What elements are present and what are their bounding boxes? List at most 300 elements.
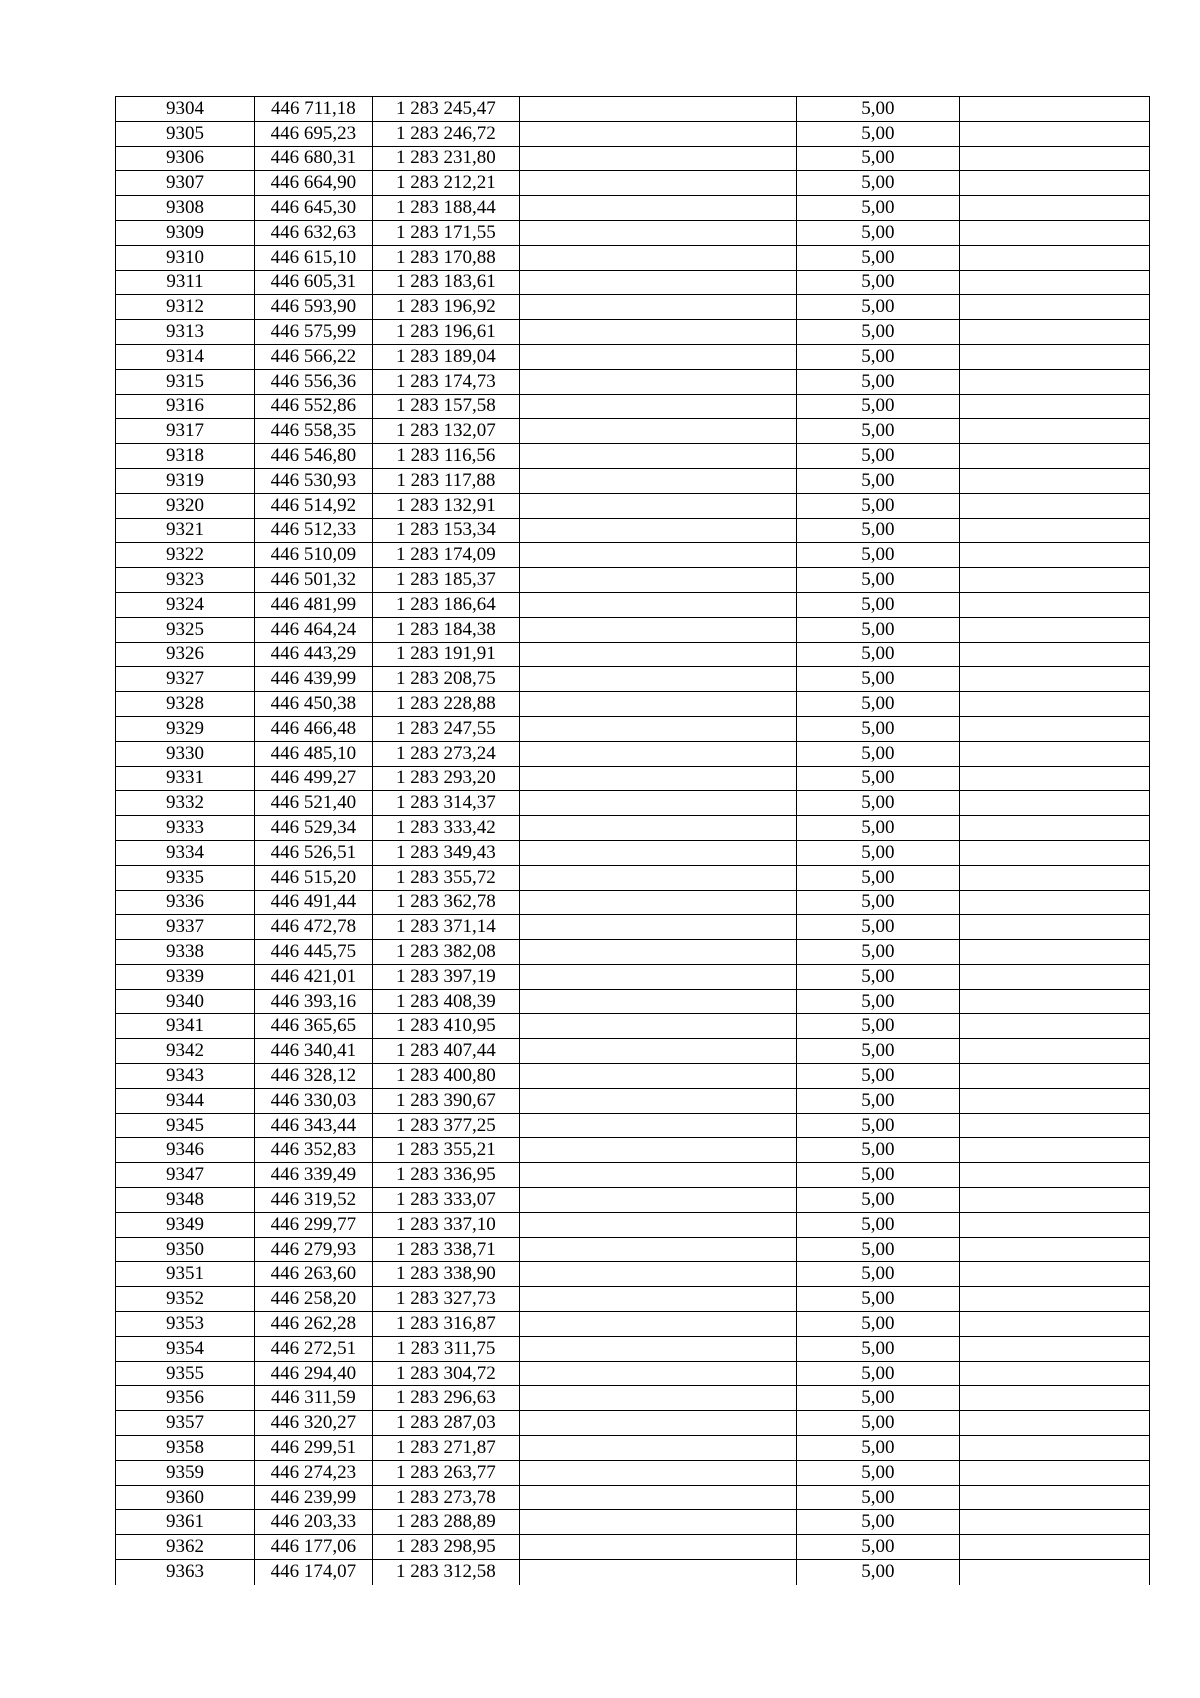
table-row [116, 766, 1150, 791]
y-coordinate-cell: 1 283 271,87 [372, 1436, 519, 1461]
value-cell: 5,00 [797, 617, 960, 642]
value-cell: 5,00 [797, 1287, 960, 1312]
x-coordinate-cell: 446 632,63 [255, 220, 373, 245]
empty-cell [959, 344, 1149, 369]
y-coordinate-cell: 1 283 196,92 [372, 295, 519, 320]
x-coordinate-cell: 446 485,10 [255, 741, 373, 766]
value-cell: 5,00 [797, 344, 960, 369]
empty-cell [519, 369, 796, 394]
value-cell: 5,00 [797, 196, 960, 221]
empty-cell [959, 1088, 1149, 1113]
y-coordinate-cell: 1 283 338,90 [372, 1262, 519, 1287]
x-coordinate-cell: 446 339,49 [255, 1163, 373, 1188]
empty-cell [959, 1262, 1149, 1287]
empty-cell [959, 1386, 1149, 1411]
x-coordinate-cell: 446 262,28 [255, 1312, 373, 1337]
value-cell: 5,00 [797, 940, 960, 965]
empty-cell [959, 642, 1149, 667]
y-coordinate-cell: 1 283 228,88 [372, 692, 519, 717]
empty-cell [519, 320, 796, 345]
empty-cell [959, 1287, 1149, 1312]
value-cell: 5,00 [797, 1312, 960, 1337]
y-coordinate-cell: 1 283 171,55 [372, 220, 519, 245]
y-coordinate-cell: 1 283 157,58 [372, 394, 519, 419]
point-number-cell: 9345 [116, 1113, 255, 1138]
table-row [116, 568, 1150, 593]
empty-cell [519, 146, 796, 171]
y-coordinate-cell: 1 283 263,77 [372, 1460, 519, 1485]
y-coordinate-cell: 1 283 186,64 [372, 592, 519, 617]
x-coordinate-cell: 446 615,10 [255, 245, 373, 270]
empty-cell [959, 692, 1149, 717]
value-cell: 5,00 [797, 1485, 960, 1510]
table-row [116, 816, 1150, 841]
empty-cell [519, 1510, 796, 1535]
point-number-cell: 9323 [116, 568, 255, 593]
empty-cell [519, 493, 796, 518]
x-coordinate-cell: 446 443,29 [255, 642, 373, 667]
y-coordinate-cell: 1 283 184,38 [372, 617, 519, 642]
y-coordinate-cell: 1 283 208,75 [372, 667, 519, 692]
value-cell: 5,00 [797, 642, 960, 667]
table-row [116, 493, 1150, 518]
empty-cell [959, 1237, 1149, 1262]
y-coordinate-cell: 1 283 377,25 [372, 1113, 519, 1138]
value-cell: 5,00 [797, 1113, 960, 1138]
x-coordinate-cell: 446 343,44 [255, 1113, 373, 1138]
table-row [116, 344, 1150, 369]
empty-cell [519, 419, 796, 444]
value-cell: 5,00 [797, 543, 960, 568]
empty-cell [959, 320, 1149, 345]
value-cell: 5,00 [797, 915, 960, 940]
value-cell: 5,00 [797, 419, 960, 444]
point-number-cell: 9322 [116, 543, 255, 568]
y-coordinate-cell: 1 283 296,63 [372, 1386, 519, 1411]
y-coordinate-cell: 1 283 333,42 [372, 816, 519, 841]
table-row [116, 940, 1150, 965]
value-cell: 5,00 [797, 1336, 960, 1361]
x-coordinate-cell: 446 711,18 [255, 97, 373, 122]
x-coordinate-cell: 446 546,80 [255, 444, 373, 469]
table-row [116, 890, 1150, 915]
x-coordinate-cell: 446 499,27 [255, 766, 373, 791]
empty-cell [959, 295, 1149, 320]
empty-cell [959, 121, 1149, 146]
value-cell: 5,00 [797, 1262, 960, 1287]
table-row [116, 1287, 1150, 1312]
value-cell: 5,00 [797, 1436, 960, 1461]
point-number-cell: 9343 [116, 1064, 255, 1089]
value-cell: 5,00 [797, 1088, 960, 1113]
value-cell: 5,00 [797, 295, 960, 320]
y-coordinate-cell: 1 283 132,91 [372, 493, 519, 518]
value-cell: 5,00 [797, 1460, 960, 1485]
table-row [116, 617, 1150, 642]
point-number-cell: 9329 [116, 716, 255, 741]
empty-cell [519, 692, 796, 717]
empty-cell [519, 97, 796, 122]
y-coordinate-cell: 1 283 247,55 [372, 716, 519, 741]
empty-cell [959, 1312, 1149, 1337]
x-coordinate-cell: 446 299,51 [255, 1436, 373, 1461]
y-coordinate-cell: 1 283 316,87 [372, 1312, 519, 1337]
table-row [116, 97, 1150, 122]
empty-cell [519, 1262, 796, 1287]
x-coordinate-cell: 446 393,16 [255, 989, 373, 1014]
empty-cell [519, 816, 796, 841]
y-coordinate-cell: 1 283 382,08 [372, 940, 519, 965]
x-coordinate-cell: 446 365,65 [255, 1014, 373, 1039]
point-number-cell: 9362 [116, 1535, 255, 1560]
x-coordinate-cell: 446 239,99 [255, 1485, 373, 1510]
y-coordinate-cell: 1 283 191,91 [372, 642, 519, 667]
table-row [116, 196, 1150, 221]
x-coordinate-cell: 446 530,93 [255, 468, 373, 493]
point-number-cell: 9350 [116, 1237, 255, 1262]
table-row [116, 1535, 1150, 1560]
y-coordinate-cell: 1 283 183,61 [372, 270, 519, 295]
empty-cell [959, 1212, 1149, 1237]
empty-cell [519, 1287, 796, 1312]
value-cell: 5,00 [797, 146, 960, 171]
empty-cell [959, 964, 1149, 989]
point-number-cell: 9331 [116, 766, 255, 791]
value-cell: 5,00 [797, 1163, 960, 1188]
empty-cell [519, 171, 796, 196]
x-coordinate-cell: 446 421,01 [255, 964, 373, 989]
empty-cell [959, 915, 1149, 940]
table-row [116, 1361, 1150, 1386]
point-number-cell: 9319 [116, 468, 255, 493]
empty-cell [959, 1138, 1149, 1163]
value-cell: 5,00 [797, 890, 960, 915]
point-number-cell: 9307 [116, 171, 255, 196]
y-coordinate-cell: 1 283 273,78 [372, 1485, 519, 1510]
value-cell: 5,00 [797, 1560, 960, 1585]
empty-cell [519, 890, 796, 915]
empty-cell [959, 196, 1149, 221]
empty-cell [959, 493, 1149, 518]
value-cell: 5,00 [797, 1535, 960, 1560]
table-row [116, 171, 1150, 196]
empty-cell [959, 468, 1149, 493]
value-cell: 5,00 [797, 865, 960, 890]
empty-cell [519, 1188, 796, 1213]
empty-cell [959, 543, 1149, 568]
table-row [116, 791, 1150, 816]
empty-cell [519, 295, 796, 320]
y-coordinate-cell: 1 283 287,03 [372, 1411, 519, 1436]
empty-cell [519, 1535, 796, 1560]
empty-cell [519, 1336, 796, 1361]
empty-cell [959, 592, 1149, 617]
x-coordinate-cell: 446 320,27 [255, 1411, 373, 1436]
empty-cell [519, 1485, 796, 1510]
point-number-cell: 9314 [116, 344, 255, 369]
empty-cell [959, 444, 1149, 469]
point-number-cell: 9359 [116, 1460, 255, 1485]
empty-cell [519, 1113, 796, 1138]
point-number-cell: 9346 [116, 1138, 255, 1163]
y-coordinate-cell: 1 283 407,44 [372, 1039, 519, 1064]
table-row [116, 667, 1150, 692]
table-row [116, 444, 1150, 469]
y-coordinate-cell: 1 283 293,20 [372, 766, 519, 791]
table-row [116, 1113, 1150, 1138]
y-coordinate-cell: 1 283 333,07 [372, 1188, 519, 1213]
coordinates-table-body [116, 97, 1150, 1585]
y-coordinate-cell: 1 283 408,39 [372, 989, 519, 1014]
empty-cell [519, 915, 796, 940]
x-coordinate-cell: 446 328,12 [255, 1064, 373, 1089]
empty-cell [519, 1411, 796, 1436]
empty-cell [519, 1436, 796, 1461]
point-number-cell: 9324 [116, 592, 255, 617]
table-row [116, 1485, 1150, 1510]
empty-cell [519, 1212, 796, 1237]
x-coordinate-cell: 446 556,36 [255, 369, 373, 394]
point-number-cell: 9304 [116, 97, 255, 122]
x-coordinate-cell: 446 645,30 [255, 196, 373, 221]
value-cell: 5,00 [797, 493, 960, 518]
empty-cell [959, 865, 1149, 890]
table-row [116, 1212, 1150, 1237]
value-cell: 5,00 [797, 1138, 960, 1163]
value-cell: 5,00 [797, 97, 960, 122]
empty-cell [959, 1485, 1149, 1510]
y-coordinate-cell: 1 283 349,43 [372, 840, 519, 865]
table-row [116, 295, 1150, 320]
empty-cell [519, 791, 796, 816]
empty-cell [519, 196, 796, 221]
y-coordinate-cell: 1 283 273,24 [372, 741, 519, 766]
empty-cell [519, 394, 796, 419]
y-coordinate-cell: 1 283 327,73 [372, 1287, 519, 1312]
x-coordinate-cell: 446 299,77 [255, 1212, 373, 1237]
point-number-cell: 9317 [116, 419, 255, 444]
empty-cell [959, 716, 1149, 741]
point-number-cell: 9351 [116, 1262, 255, 1287]
point-number-cell: 9341 [116, 1014, 255, 1039]
x-coordinate-cell: 446 695,23 [255, 121, 373, 146]
empty-cell [959, 1361, 1149, 1386]
y-coordinate-cell: 1 283 117,88 [372, 468, 519, 493]
table-row [116, 1088, 1150, 1113]
empty-cell [959, 890, 1149, 915]
value-cell: 5,00 [797, 568, 960, 593]
empty-cell [959, 1336, 1149, 1361]
empty-cell [519, 667, 796, 692]
x-coordinate-cell: 446 521,40 [255, 791, 373, 816]
empty-cell [519, 716, 796, 741]
empty-cell [959, 617, 1149, 642]
value-cell: 5,00 [797, 1411, 960, 1436]
empty-cell [519, 245, 796, 270]
point-number-cell: 9356 [116, 1386, 255, 1411]
table-row [116, 840, 1150, 865]
table-row [116, 1138, 1150, 1163]
value-cell: 5,00 [797, 989, 960, 1014]
empty-cell [519, 1014, 796, 1039]
point-number-cell: 9338 [116, 940, 255, 965]
y-coordinate-cell: 1 283 312,58 [372, 1560, 519, 1585]
table-row [116, 1014, 1150, 1039]
empty-cell [959, 766, 1149, 791]
table-row [116, 1510, 1150, 1535]
empty-cell [959, 220, 1149, 245]
empty-cell [519, 220, 796, 245]
empty-cell [519, 270, 796, 295]
y-coordinate-cell: 1 283 212,21 [372, 171, 519, 196]
table-row [116, 1411, 1150, 1436]
x-coordinate-cell: 446 330,03 [255, 1088, 373, 1113]
value-cell: 5,00 [797, 320, 960, 345]
point-number-cell: 9315 [116, 369, 255, 394]
x-coordinate-cell: 446 510,09 [255, 543, 373, 568]
y-coordinate-cell: 1 283 116,56 [372, 444, 519, 469]
empty-cell [519, 1088, 796, 1113]
empty-cell [959, 394, 1149, 419]
empty-cell [959, 1436, 1149, 1461]
point-number-cell: 9332 [116, 791, 255, 816]
y-coordinate-cell: 1 283 246,72 [372, 121, 519, 146]
empty-cell [959, 840, 1149, 865]
table-row [116, 964, 1150, 989]
empty-cell [959, 1411, 1149, 1436]
empty-cell [519, 1064, 796, 1089]
point-number-cell: 9318 [116, 444, 255, 469]
x-coordinate-cell: 446 664,90 [255, 171, 373, 196]
value-cell: 5,00 [797, 964, 960, 989]
point-number-cell: 9311 [116, 270, 255, 295]
empty-cell [959, 667, 1149, 692]
y-coordinate-cell: 1 283 174,73 [372, 369, 519, 394]
point-number-cell: 9334 [116, 840, 255, 865]
y-coordinate-cell: 1 283 245,47 [372, 97, 519, 122]
point-number-cell: 9316 [116, 394, 255, 419]
x-coordinate-cell: 446 558,35 [255, 419, 373, 444]
x-coordinate-cell: 446 529,34 [255, 816, 373, 841]
x-coordinate-cell: 446 274,23 [255, 1460, 373, 1485]
empty-cell [519, 840, 796, 865]
y-coordinate-cell: 1 283 337,10 [372, 1212, 519, 1237]
y-coordinate-cell: 1 283 362,78 [372, 890, 519, 915]
table-row [116, 1560, 1150, 1585]
empty-cell [519, 1361, 796, 1386]
x-coordinate-cell: 446 439,99 [255, 667, 373, 692]
x-coordinate-cell: 446 515,20 [255, 865, 373, 890]
y-coordinate-cell: 1 283 355,21 [372, 1138, 519, 1163]
point-number-cell: 9344 [116, 1088, 255, 1113]
value-cell: 5,00 [797, 1039, 960, 1064]
table-row [116, 468, 1150, 493]
empty-cell [959, 940, 1149, 965]
empty-cell [959, 1163, 1149, 1188]
y-coordinate-cell: 1 283 132,07 [372, 419, 519, 444]
empty-cell [519, 964, 796, 989]
table-row [116, 419, 1150, 444]
y-coordinate-cell: 1 283 336,95 [372, 1163, 519, 1188]
point-number-cell: 9352 [116, 1287, 255, 1312]
value-cell: 5,00 [797, 245, 960, 270]
y-coordinate-cell: 1 283 196,61 [372, 320, 519, 345]
x-coordinate-cell: 446 593,90 [255, 295, 373, 320]
empty-cell [959, 1039, 1149, 1064]
point-number-cell: 9355 [116, 1361, 255, 1386]
empty-cell [959, 171, 1149, 196]
value-cell: 5,00 [797, 121, 960, 146]
empty-cell [959, 245, 1149, 270]
empty-cell [959, 97, 1149, 122]
empty-cell [959, 989, 1149, 1014]
point-number-cell: 9354 [116, 1336, 255, 1361]
table-row [116, 1163, 1150, 1188]
value-cell: 5,00 [797, 1361, 960, 1386]
x-coordinate-cell: 446 512,33 [255, 518, 373, 543]
x-coordinate-cell: 446 526,51 [255, 840, 373, 865]
point-number-cell: 9349 [116, 1212, 255, 1237]
empty-cell [519, 1163, 796, 1188]
table-row [116, 1064, 1150, 1089]
point-number-cell: 9339 [116, 964, 255, 989]
table-row [116, 592, 1150, 617]
coordinates-table [115, 96, 1150, 1585]
empty-cell [519, 121, 796, 146]
value-cell: 5,00 [797, 270, 960, 295]
point-number-cell: 9340 [116, 989, 255, 1014]
empty-cell [959, 1535, 1149, 1560]
point-number-cell: 9321 [116, 518, 255, 543]
y-coordinate-cell: 1 283 170,88 [372, 245, 519, 270]
table-row [116, 146, 1150, 171]
x-coordinate-cell: 446 466,48 [255, 716, 373, 741]
value-cell: 5,00 [797, 1064, 960, 1089]
point-number-cell: 9309 [116, 220, 255, 245]
table-row [116, 1188, 1150, 1213]
point-number-cell: 9363 [116, 1560, 255, 1585]
empty-cell [519, 865, 796, 890]
table-row [116, 121, 1150, 146]
x-coordinate-cell: 446 263,60 [255, 1262, 373, 1287]
point-number-cell: 9328 [116, 692, 255, 717]
x-coordinate-cell: 446 472,78 [255, 915, 373, 940]
y-coordinate-cell: 1 283 288,89 [372, 1510, 519, 1535]
y-coordinate-cell: 1 283 188,44 [372, 196, 519, 221]
value-cell: 5,00 [797, 716, 960, 741]
empty-cell [959, 1014, 1149, 1039]
empty-cell [519, 1138, 796, 1163]
table-row [116, 865, 1150, 890]
empty-cell [959, 1113, 1149, 1138]
y-coordinate-cell: 1 283 371,14 [372, 915, 519, 940]
table-row [116, 245, 1150, 270]
value-cell: 5,00 [797, 1510, 960, 1535]
value-cell: 5,00 [797, 1386, 960, 1411]
empty-cell [519, 1312, 796, 1337]
y-coordinate-cell: 1 283 400,80 [372, 1064, 519, 1089]
value-cell: 5,00 [797, 394, 960, 419]
table-row [116, 692, 1150, 717]
point-number-cell: 9312 [116, 295, 255, 320]
x-coordinate-cell: 446 258,20 [255, 1287, 373, 1312]
table-row [116, 1460, 1150, 1485]
table-row [116, 989, 1150, 1014]
x-coordinate-cell: 446 552,86 [255, 394, 373, 419]
x-coordinate-cell: 446 279,93 [255, 1237, 373, 1262]
value-cell: 5,00 [797, 171, 960, 196]
x-coordinate-cell: 446 294,40 [255, 1361, 373, 1386]
